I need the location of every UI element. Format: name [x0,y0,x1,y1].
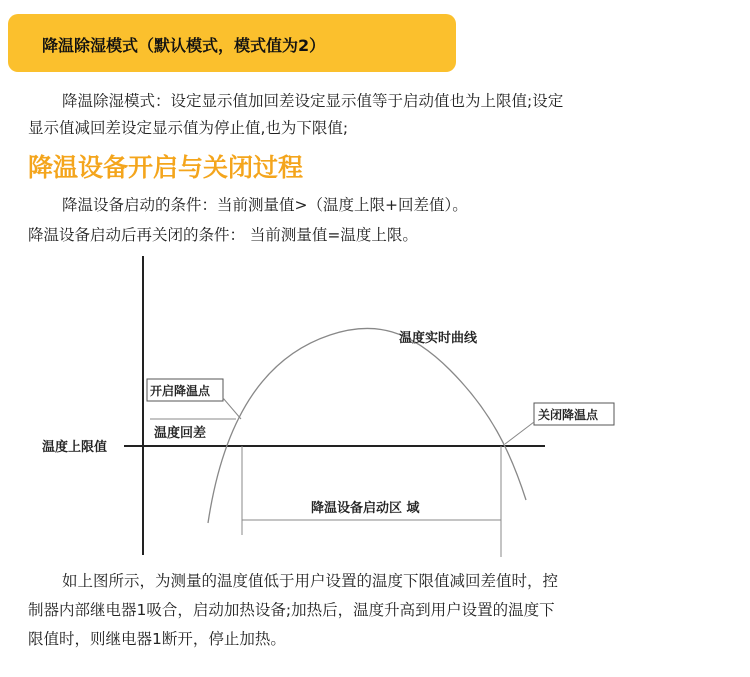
stop-condition: 降温设备启动后再关闭的条件： 当前测量值=温度上限。 [28,226,418,244]
start-point-pointer [223,398,241,419]
start-point-label: 开启降温点 [150,384,211,398]
start-condition: 降温设备启动的条件：当前测量值>（温度上限+回差值）。 [62,196,468,214]
hysteresis-label: 温度回差 [154,426,207,441]
upper-limit-label: 温度上限值 [42,440,108,455]
intro-line-1: 降温除湿模式：设定显示值加回差设定显示值等于启动值也为上限值;设定 [62,92,564,110]
footer-line-2: 制器内部继电器1吸合，启动加热设备;加热后，温度升高到用户设置的温度下 [28,601,555,619]
stop-point-label: 关闭降温点 [538,408,599,422]
header-title: 降温除湿模式（默认模式，模式值为2） [42,36,326,55]
footer-line-1: 如上图所示，为测量的温度值低于用户设置的温度下限值减回差值时，控 [62,572,559,590]
temperature-curve [208,328,526,523]
region-label: 降温设备启动区 域 [311,501,420,516]
hysteresis-diagram [0,250,750,560]
curve-label: 温度实时曲线 [399,331,478,346]
footer-line-3: 限值时，则继电器1断开，停止加热。 [28,630,286,648]
section-heading: 降温设备开启与关闭过程 [28,153,304,182]
intro-line-2: 显示值减回差设定显示值为停止值,也为下限值; [28,119,349,137]
stop-point-pointer [505,422,534,444]
